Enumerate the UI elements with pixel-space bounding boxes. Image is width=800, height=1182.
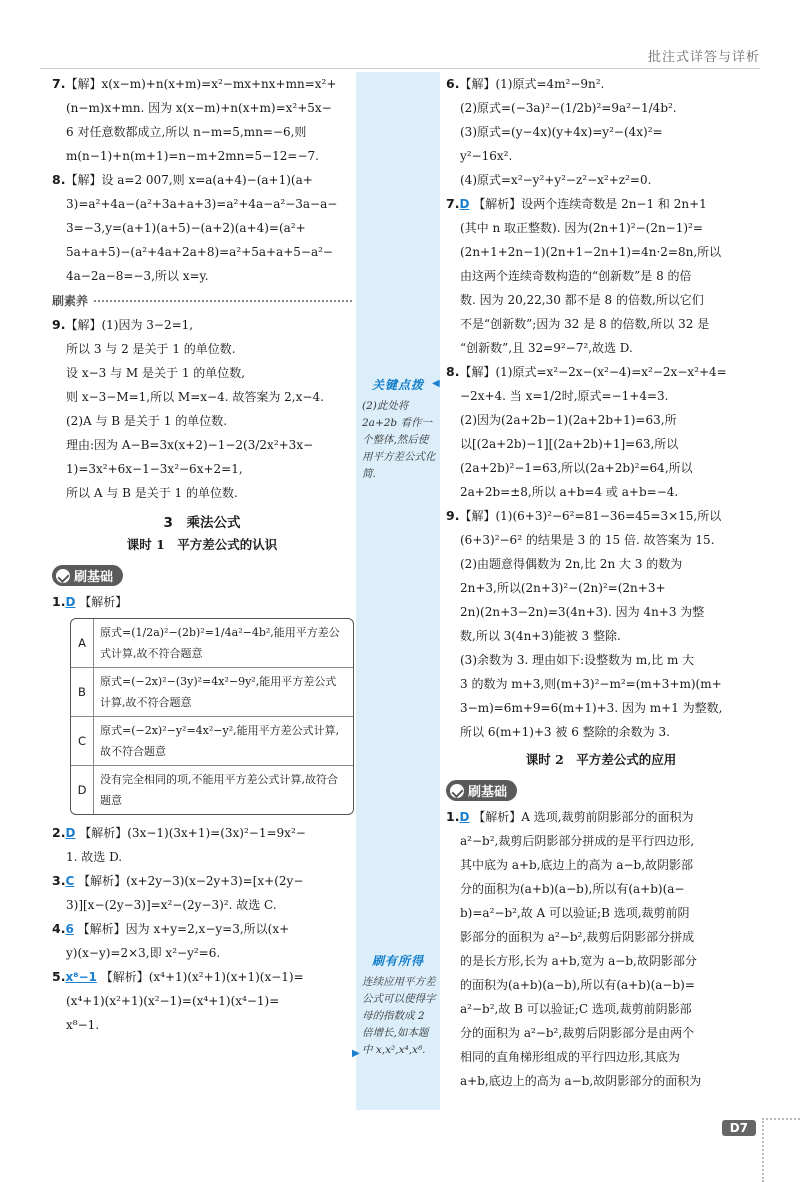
answer-line: 2a+2b=±8,所以 a+b=4 或 a+b=−4. [460,485,679,499]
answer-line: (n−m)x+mn. 因为 x(x−m)+n(x+m)=x²+5x− [66,101,332,115]
answer-line: 3)=a²+4a−(a²+3a+a+3)=a²+4a−a²−3a−a− [66,197,338,211]
answer-line: 4a−2a−8=−3,所以 x=y. [66,269,209,283]
takeaway-title: 刷有所得 [372,954,425,968]
answer-line: b)=a²−b²,故 A 可以验证;B 选项,裁剪前阴 [460,906,690,920]
answer-line: 【解析】(3x−1)(3x+1)=(3x)²−1=9x²− [79,826,306,840]
answer-line: 所以 A 与 B 是关于 1 的单位数. [66,486,238,500]
corner-decoration [762,1118,800,1182]
answer-line: 【解】(1)(6+3)²−6²=81−36=45=3×15,所以 [459,509,722,523]
answer-choice: C [65,874,75,888]
answer-line: x⁸−1. [66,1018,100,1032]
option-row: D 没有完全相同的项,不能用平方差公式计算,故符合题意 [71,766,353,814]
answer-line: 5a+a+5)−(a²+4a+2a+8)=a²+5a+a+5−a²− [66,245,333,259]
question-number: 9. [52,317,66,332]
options-table [70,618,354,815]
answer-line: a²−b²,故 B 可以验证;C 选项,裁剪前阴影部 [460,1002,692,1016]
question-number: 8. [52,172,66,187]
answer-line: (6+3)²−6² 的结果是 3 的 15 倍. 故答案为 15. [460,533,715,547]
answer-line: 其中底为 a+b,底边上的高为 a−b,故阴影部 [460,858,694,872]
answer-line: 则 x−3−M=1,所以 M=x−4. 故答案为 2,x−4. [66,390,324,404]
answer-line: 3)][x−(2y−3)]=x²−(2y−3)². 故选 C. [66,898,277,912]
answer-line: −2x+4. 当 x=1/2时,原式=−1+4=3. [460,389,669,403]
answer-line: (4)原式=x²−y²+y²−z²−x²+z²=0. [460,173,652,187]
answer-choice: D [459,810,470,824]
option-row: B 原式=(−2x)²−(3y)²=4x²−9y²,能用平方差公式计算,故不符合题意 [71,668,353,717]
answer-choice: x⁸−1 [65,970,97,984]
answer-line: 分的面积为 a²−b²,裁剪后阴影部分是由两个 [460,1026,695,1040]
answer-line: 影部分的面积为 a²−b²,裁剪后阴影部分拼成 [460,930,695,944]
answer-choice: D [459,197,470,211]
answer-line: (2)A 与 B 是关于 1 的单位数. [66,414,228,428]
left-q9 [52,313,352,505]
answer-line: y²−16x². [460,149,513,163]
check-icon [56,569,70,583]
question-number: 5. [52,969,66,984]
answer-line: 1. 故选 D. [66,850,123,864]
option-row: C 原式=(−2x)²−y²=4x²−y²,能用平方差公式计算,故不符合题意 [71,717,353,766]
answer-line: 3=−3,y=(a+1)(a+5)−(a+2)(a+4)=(a²+ [66,221,306,235]
left-column [52,72,352,1037]
answer-line: (2)原式=(−3a)²−(1/2b)²=9a²−1/4b². [460,101,677,115]
answer-line: 不是“创新数”;因为 32 是 8 的倍数,所以 32 是 [460,317,710,331]
question-number: 9. [446,508,460,523]
answer-line: 【解析】(x+2y−3)(x−2y+3)=[x+(2y− [78,874,304,888]
key-point-title: 关键点拨 [372,378,425,392]
question-number: 7. [52,76,66,91]
answer-line: 【解】(1)原式=x²−2x−(x²−4)=x²−2x−x²+4= [459,365,727,379]
answer-line: 6 对任意数都成立,所以 n−m=5,mn=−6,则 [66,125,307,139]
question-number: 4. [52,921,66,936]
answer-line: (2n+1+2n−1)(2n+1−2n+1)=4n·2=8n,所以 [460,245,722,259]
answer-line: 【解】(1)因为 3−2=1, [65,318,194,332]
answer-line: m(n−1)+n(m+1)=n−m+2mn=5−12=−7. [66,149,319,163]
answer-line: 分的面积为(a+b)(a−b),所以有(a+b)(a− [460,882,685,896]
header-rule [40,68,760,69]
check-icon [450,784,464,798]
answer-line: 由这两个连续奇数构造的“创新数”是 8 的倍 [460,269,692,283]
answer-line: 设 x−3 与 M 是关于 1 的单位数, [66,366,246,380]
question-number: 3. [52,873,66,888]
answer-line: 3−m)=6m+9=6(m+1)+3. 因为 m+1 为整数, [460,701,723,715]
analysis-tag: 【解析】 [79,595,128,609]
answer-line: 相同的直角梯形组成的平行四边形,其底为 [460,1050,680,1064]
section-tag-suyang: 刷素养 [52,292,352,309]
question-number: 2. [52,825,66,840]
answer-line: 所以 6(m+1)+3 被 6 整除的余数为 3. [460,725,670,739]
section-title: 3 乘法公式 [163,515,241,531]
answer-line: 理由:因为 A−B=3x(x+2)−1−2(3/2x²+3x− [66,438,314,452]
lesson-title: 课时 1 平方差公式的认识 [126,537,278,552]
left-q8 [52,168,352,288]
answer-line: (3)余数为 3. 理由如下:设整数为 m,比 m 大 [460,653,695,667]
answer-line: 【解析】因为 x+y=2,x−y=3,所以(x+ [77,922,290,936]
answer-line: a+b,底边上的高为 a−b,故阴影部分的面积为 [460,1074,702,1088]
page-number: D7 [722,1120,756,1136]
answer-line: 数,所以 3(4n+3)能被 3 整除. [460,629,621,643]
answer-line: 的面积为(a+b)(a−b),所以有(a+b)(a−b)= [460,978,695,992]
answer-line: (2a+2b)²−1=63,所以(2a+2b)²=64,所以 [460,461,693,475]
option-row: A 原式=(1/2a)²−(2b)²=1/4a²−4b²,能用平方差公式计算,故不符合题意 [71,619,353,668]
answer-line: (2)由题意得偶数为 2n,比 2n 大 3 的数为 [460,557,683,571]
answer-line: 【解】(1)原式=4m²−9n². [459,77,605,91]
answer-line: 以[(2a+2b)−1][(2a+2b)+1]=63,所以 [460,437,679,451]
answer-line: 【解析】(x⁴+1)(x²+1)(x+1)(x−1)= [100,970,304,984]
answer-line: 的是长方形,长为 a+b,宽为 a−b,故阴影部分 [460,954,697,968]
answer-line: “创新数”,且 32=9²−7²,故选 D. [460,341,633,355]
answer-line: (2)因为(2a+2b−1)(2a+2b+1)=63,所 [460,413,677,427]
section-badge-jichu: 刷基础 [52,565,123,586]
answer-line: y)(x−y)=2×3,即 x²−y²=6. [66,946,221,960]
answer-line: 2n)(2n+3−2n)=3(4n+3). 因为 4n+3 为整 [460,605,705,619]
answer-line: (x⁴+1)(x²+1)(x²−1)=(x⁴+1)(x⁴−1)= [66,994,280,1008]
question-number: 8. [446,364,460,379]
answer-line: 3 的数为 m+3,则(m+3)²−m²=(m+3+m)(m+ [460,677,722,691]
arrow-right-icon: ◀ [432,378,440,389]
arrow-right-icon: ▶ [352,1048,360,1059]
answer-line: (3)原式=(y−4x)(y+4x)=y²−(4x)²= [460,125,663,139]
answer-line: 2n+3,所以(2n+3)²−(2n)²=(2n+3+ [460,581,666,595]
answer-choice: 6 [65,922,74,936]
lesson-title: 课时 2 平方差公式的应用 [525,752,677,767]
question-number: 1. [52,594,66,609]
answer-choice: D [65,826,76,840]
answer-line: 【解析】设两个连续奇数是 2n−1 和 2n+1 [473,197,707,211]
answer-line: 【解析】A 选项,裁剪前阴影部分的面积为 [473,810,694,824]
takeaway-note: 连续应用平方差公式可以使得字母的指数成 2 倍增长,如本题中 x,x²,x⁴,x⁸. [362,976,436,1056]
key-point-note: (2)此处将 2a+2b 看作一个整体,然后使用平方差公式化简. [362,400,436,480]
right-column [446,72,756,1093]
answer-line: 所以 3 与 2 是关于 1 的单位数. [66,342,236,356]
answer-line: a²−b²,裁剪后阴影部分拼成的是平行四边形, [460,834,695,848]
section-badge-jichu: 刷基础 [446,780,517,801]
question-number: 1. [446,809,460,824]
answer-line: 【解】设 a=2 007,则 x=a(a+4)−(a+1)(a+ [65,173,313,187]
answer-line: 1)=3x²+6x−1−3x²−6x+2=1, [66,462,243,476]
answer-choice: D [65,595,76,609]
running-header: 批注式详答与详析 [647,50,760,65]
answer-line: (其中 n 取正整数). 因为(2n+1)²−(2n−1)²= [460,221,703,235]
left-q7 [52,72,352,168]
answer-line: 数. 因为 20,22,30 都不是 8 的倍数,所以它们 [460,293,704,307]
question-number: 6. [446,76,460,91]
answer-line: 【解】x(x−m)+n(x+m)=x²−mx+nx+mn=x²+ [65,77,337,91]
question-number: 7. [446,196,460,211]
